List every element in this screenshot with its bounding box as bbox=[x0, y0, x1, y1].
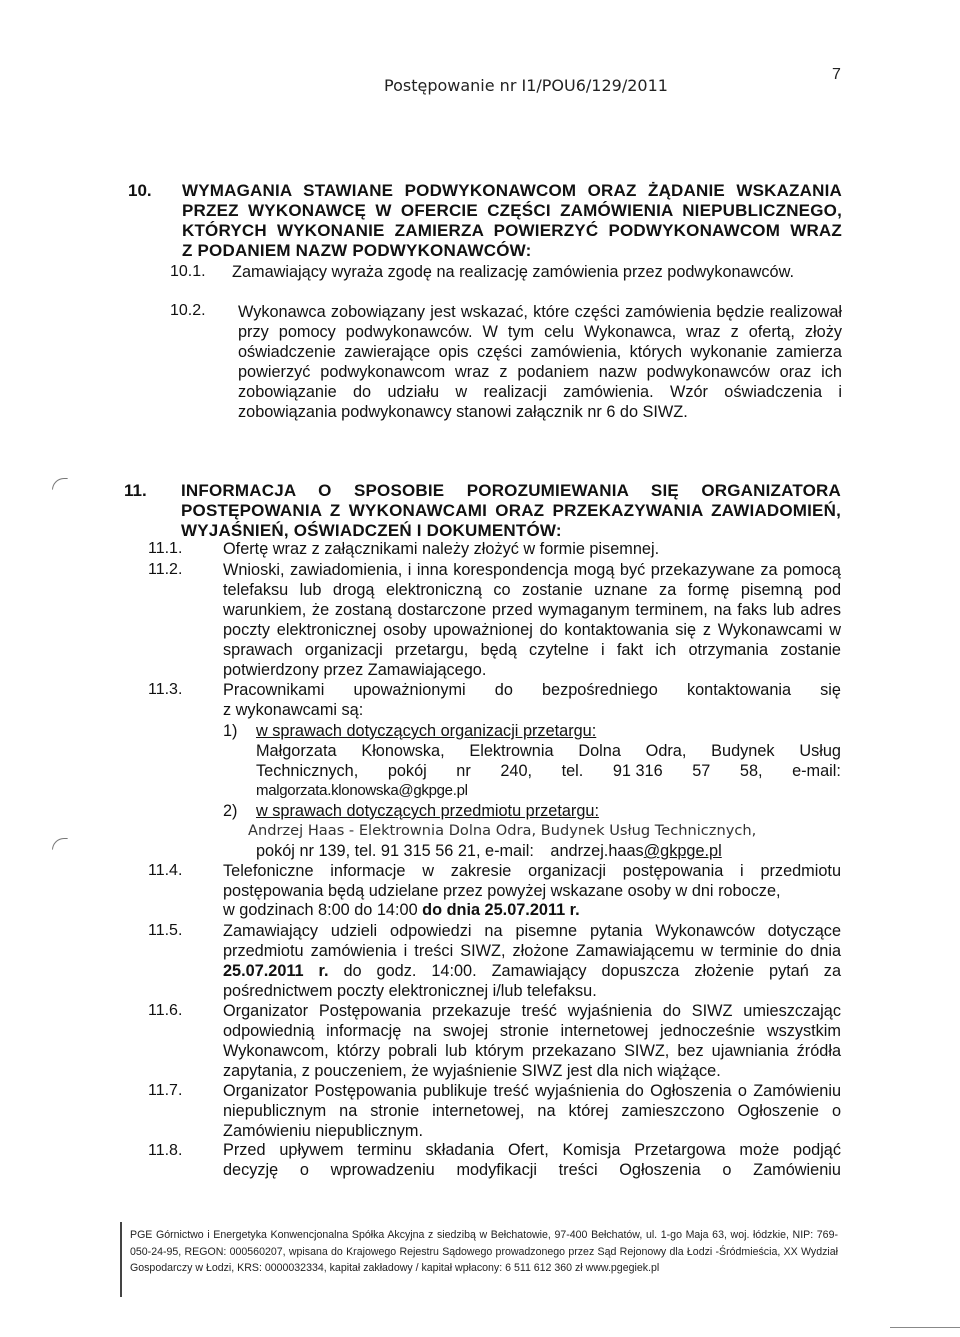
word: Przetargowa bbox=[634, 1141, 726, 1159]
item-10-2-text: Wykonawca zobowiązany jest wskazać, które części zamówienia będzie realizował przy pomocy podwykonawców. W tym celu Wykonawca, wraz z ofertą, złoży oświadczenie zawierające opis części zamówienia, których wykonanie zamierza powierzyć podwykonawcom wraz z podaniem nazw podwykonawców oraz ich zobowiązanie do udziału w realizacji zamówienia. Wzór oświadczenia i zobowiązania podwykonawcy stanowi załącznik nr 6 do SIWZ. bbox=[238, 303, 842, 421]
contact-1-email[interactable]: malgorzata.klonowska@gkpge.pl bbox=[256, 782, 468, 799]
item-11-5-number: 11.5. bbox=[148, 922, 183, 939]
word: upływem bbox=[279, 1141, 344, 1159]
section-10-heading-line-1: WYMAGANIA STAWIANE PODWYKONAWCOM ORAZ ŻĄDANIE WSKAZANIA bbox=[182, 181, 842, 200]
word: 58, bbox=[739, 762, 763, 780]
footer-company-info: PGE Górnictwo i Energetyka Konwencjonalna Spółka Akcyjna z siedzibą w Bełchatowie, 97-400 Bełchatów, ul. 1-go Maja 63, woj. łódzkie, NIP: 769-050-24-95, REGON: 000560207, wpisana do Krajowego Rejestru Sądowego prowadzonego przez Sąd Rejonowy dla Łodzi -Śródmieścia, XX Wydział Gospodarczy w Łodzi, KRS: 0000032334, kapitał zakładowy / kapitał wpłacony: 6 511 612 360 zł www.pgegiek.pl bbox=[130, 1229, 838, 1274]
item-11-1-text: Ofertę wraz z załącznikami należy złożyć w formie pisemnej. bbox=[223, 540, 660, 558]
punch-mark bbox=[52, 478, 68, 490]
word: składania bbox=[425, 1141, 495, 1159]
word: do bbox=[494, 681, 513, 699]
item-11-7-text: Organizator Postępowania publikuje treść wyjaśnienia do Ogłoszenia o Zamówieniu niepublicznym na stronie internetowej, na której zamieszczono Ogłoszenie o Zamówieniu niepublicznym. bbox=[223, 1082, 841, 1140]
item-11-5-part-a: Zamawiający udzieli odpowiedzi na pisemne pytania Wykonawców dotyczące przedmiotu zamówienia i treści SIWZ, złożone Zamawiającemu w terminie do dnia bbox=[223, 922, 841, 960]
word: kontaktowania bbox=[686, 681, 792, 699]
contact-2-details: pokój nr 139, tel. 91 315 56 21, e-mail: bbox=[256, 842, 534, 860]
word: Elektrownia bbox=[469, 742, 554, 760]
item-11-3-line-2: z wykonawcami są: bbox=[223, 701, 364, 719]
word: 91 316 bbox=[612, 762, 663, 780]
punch-mark bbox=[52, 838, 68, 850]
item-10-1-number: 10.1. bbox=[170, 263, 206, 280]
word: treści bbox=[558, 1161, 598, 1179]
item-11-2-text: Wnioski, zawiadomienia, i inna korespondencja mogą być przekazywane za pomocą telefaksu lub drogą elektroniczną co zostanie uznane za formę pisemną pod warunkiem, że zostaną dostarczone przed wymaganym terminem, na faks lub adres poczty elektronicznej osoby upoważnionej do kontaktowania się z Wykonawcami w sprawach organizacji przetargu, będą czytelne i fakt ich otrzymania zostanie potwierdzony przez Zamawiającego. bbox=[223, 561, 841, 679]
word: Budynek bbox=[711, 742, 775, 760]
item-11-5-text bbox=[223, 921, 841, 1001]
item-11-5-deadline: 25.07.2011 r. bbox=[223, 962, 329, 980]
word: nr bbox=[456, 762, 471, 780]
word: 57 bbox=[692, 762, 711, 780]
word: może bbox=[739, 1141, 780, 1159]
footer-divider bbox=[120, 1222, 122, 1297]
word: Ogłoszenia bbox=[619, 1161, 701, 1179]
item-11-6-text: Organizator Postępowania przekazuje treść wyjaśnienia do SIWZ umieszczając odpowiednią informację na swojej stronie internetowej jednocześnie wszystkim Wykonawcom, którzy pobrali lub którym przekazano SIWZ, bez ujawniania źródła zapytania, z pouczeniem, że wyjaśnienie SIWZ jest dla nich wiążące. bbox=[223, 1002, 841, 1080]
word: o bbox=[299, 1161, 309, 1179]
word: Ofert, bbox=[508, 1141, 549, 1159]
item-11-2-number: 11.2. bbox=[148, 561, 183, 578]
contact-2-email[interactable] bbox=[550, 842, 721, 860]
section-11-number: 11. bbox=[124, 481, 147, 500]
contact-1-line-1 bbox=[256, 742, 841, 761]
word: Małgorzata bbox=[256, 742, 337, 760]
item-11-6-number: 11.6. bbox=[148, 1002, 183, 1019]
item-11-4-hours: w godzinach 8:00 do 14:00 bbox=[223, 901, 418, 919]
contact-2-title: w sprawach dotyczących przedmiotu przetargu: bbox=[256, 802, 599, 820]
item-11-8-line-1 bbox=[223, 1141, 841, 1160]
contact-1-title: w sprawach dotyczących organizacji przetargu: bbox=[256, 722, 597, 740]
word: podjąć bbox=[793, 1141, 841, 1159]
item-11-3-line-1 bbox=[223, 681, 841, 700]
word: Odra, bbox=[645, 742, 687, 760]
word: Dolna bbox=[578, 742, 621, 760]
word: terminu bbox=[357, 1141, 412, 1159]
word: Pracownikami bbox=[223, 681, 325, 699]
section-10-heading bbox=[182, 181, 842, 261]
word: Komisja bbox=[562, 1141, 621, 1159]
section-11-heading-line-1: INFORMACJA O SPOSOBIE POROZUMIEWANIA SIĘ ORGANIZATORA bbox=[181, 481, 841, 500]
word: Przed bbox=[223, 1141, 266, 1159]
contact-2-line-1: Andrzej Haas - Elektrownia Dolna Odra, Budynek Usług Technicznych, bbox=[248, 822, 757, 839]
item-11-1-number: 11.1. bbox=[148, 540, 183, 557]
item-11-8-number: 11.8. bbox=[148, 1142, 183, 1159]
item-11-8-line-2 bbox=[223, 1161, 841, 1180]
section-11-heading bbox=[181, 481, 841, 541]
contact-2-line-2 bbox=[256, 842, 722, 861]
section-11-heading-line-2: POSTĘPOWANIA Z WYKONAWCAMI ORAZ PRZEKAZYWANIA ZAWIADOMIEŃ, bbox=[181, 501, 841, 520]
word: pokój bbox=[387, 762, 427, 780]
word: upoważnionymi bbox=[353, 681, 466, 699]
contact-2-number: 2) bbox=[223, 802, 238, 820]
contact-2-email-user: andrzej.haas bbox=[550, 842, 644, 860]
word: Zamówieniu bbox=[753, 1161, 841, 1179]
word: tel. bbox=[561, 762, 584, 780]
document-header-title: Postępowanie nr I1/POU6/129/2011 bbox=[384, 76, 668, 95]
section-10-heading-line-4: Z PODANIEM NAZW PODWYKONAWCÓW: bbox=[182, 241, 532, 260]
contact-1-number: 1) bbox=[223, 722, 238, 740]
item-10-2-number: 10.2. bbox=[170, 302, 206, 319]
word: się bbox=[820, 681, 841, 699]
section-10-heading-line-2: PRZEZ WYKONAWCĘ W OFERCIE CZĘŚCI ZAMÓWIENIA NIEPUBLICZNEGO, bbox=[182, 201, 842, 220]
page-number: 7 bbox=[832, 66, 841, 83]
item-11-4-number: 11.4. bbox=[148, 862, 183, 879]
word: 240, bbox=[500, 762, 533, 780]
word: wprowadzeniu bbox=[330, 1161, 435, 1179]
word: modyfikacji bbox=[456, 1161, 537, 1179]
item-11-4-text: Telefoniczne informacje w zakresie organizacji postępowania i przedmiotu postępowania będą udzielane przez powyżej wskazane osoby w dni robocze, bbox=[223, 862, 841, 900]
item-11-4-last-line bbox=[223, 901, 580, 920]
item-10-1-text: Zamawiający wyraża zgodę na realizację zamówienia przez podwykonawców. bbox=[232, 263, 794, 281]
word: bezpośredniego bbox=[541, 681, 658, 699]
contact-2-email-domain: @gkpge.pl bbox=[643, 842, 722, 860]
word: decyzję bbox=[223, 1161, 279, 1179]
word: Kłonowska, bbox=[361, 742, 445, 760]
section-10-heading-line-3: KTÓRYCH WYKONANIE ZAMIERZA POWIERZYĆ PODWYKONAWCOM WRAZ bbox=[182, 221, 842, 240]
item-11-3-number: 11.3. bbox=[148, 681, 183, 698]
word: e-mail: bbox=[792, 762, 841, 780]
item-11-4-deadline: do dnia 25.07.2011 r. bbox=[422, 901, 580, 919]
word: o bbox=[722, 1161, 732, 1179]
word: Usług bbox=[799, 742, 841, 760]
word: Technicznych, bbox=[256, 762, 359, 780]
item-11-7-number: 11.7. bbox=[148, 1082, 183, 1099]
contact-1-line-2 bbox=[256, 762, 841, 781]
section-10-number: 10. bbox=[128, 181, 152, 200]
section-11-heading-line-3: WYJAŚNIEŃ, OŚWIADCZEŃ I DOKUMENTÓW: bbox=[181, 521, 562, 540]
corner-divider bbox=[890, 1327, 960, 1328]
item-11-5-part-b: do godz. 14:00. Zamawiający dopuszcza złożenie pytań za pośrednictwem poczty elektronicznej i/lub telefaksu. bbox=[223, 962, 841, 1000]
